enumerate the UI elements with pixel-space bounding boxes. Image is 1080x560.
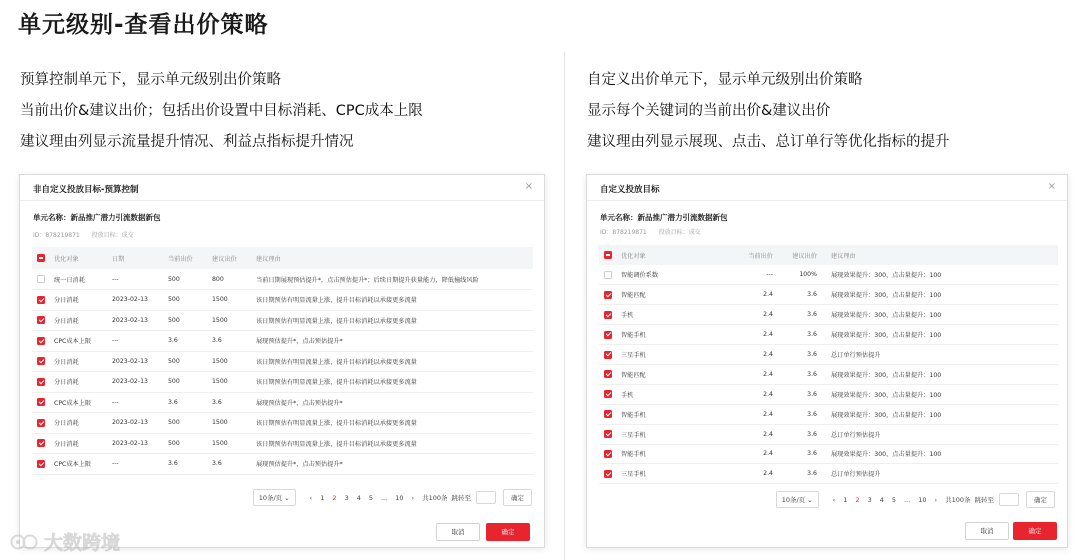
- total-count: 共100条: [422, 494, 448, 502]
- cell-suggested-bid: 3.6: [783, 384, 827, 404]
- page-number[interactable]: 3: [344, 493, 349, 502]
- cell-date: ---: [108, 269, 164, 290]
- cell-target: 统一日消耗: [50, 269, 108, 290]
- table-row: [599, 345, 1058, 365]
- cell-target: CPC成本上限: [50, 392, 108, 413]
- cell-current-bid: 500: [164, 433, 208, 454]
- page-number[interactable]: 5: [891, 495, 896, 504]
- cell-reason: 展现效果提升：300，点击量提升：100: [827, 364, 1058, 384]
- cell-current-bid: 500: [164, 413, 208, 434]
- checked-icon: [37, 378, 45, 386]
- row-checkbox[interactable]: [32, 433, 50, 454]
- cell-current-bid: 2.4: [739, 384, 783, 404]
- watermark-text: 大数跨境: [44, 532, 121, 554]
- cell-current-bid: 3.6: [164, 454, 208, 475]
- cell-suggested-bid: 3.6: [783, 424, 827, 444]
- right-desc-line: 自定义出价单元下，显示单元级别出价策略: [587, 72, 863, 88]
- row-checkbox[interactable]: [599, 265, 617, 285]
- right-description: [587, 65, 950, 158]
- cell-current-bid: 2.4: [739, 424, 783, 444]
- cell-reason: 展现预估提升*，点击预估提升*: [252, 454, 533, 475]
- close-icon[interactable]: ×: [524, 181, 533, 192]
- partial-check-icon: [604, 251, 612, 259]
- dialog-title: 非自定义投放目标-预算控制: [33, 185, 139, 195]
- cell-date: ---: [108, 454, 164, 475]
- cell-reason: 总订单行预估提升: [827, 464, 1058, 484]
- table-row: [599, 404, 1058, 424]
- cell-suggested-bid: 100%: [783, 265, 827, 285]
- table-row: [599, 384, 1058, 404]
- custom-target-dialog: [586, 174, 1068, 548]
- cell-suggested-bid: 1500: [208, 310, 252, 331]
- cancel-button[interactable]: 取消: [965, 522, 1009, 540]
- cell-target: 三星手机: [617, 464, 739, 484]
- unit-name: 单元名称：新品推广潜力引流数据新包: [600, 213, 728, 222]
- cell-reason: 该日期预估有明显流量上涨，提升目标消耗以承接更多流量: [252, 290, 533, 311]
- cell-suggested-bid: 3.6: [783, 444, 827, 464]
- cell-target: 分日消耗: [50, 413, 108, 434]
- checked-icon: [604, 370, 612, 378]
- cell-target: 分日消耗: [50, 310, 108, 331]
- row-checkbox[interactable]: [599, 444, 617, 464]
- column-header: 建议理由: [252, 247, 533, 269]
- cell-reason: 展现效果提升：300，点击量提升：100: [827, 325, 1058, 345]
- unit-id: ID：878219871: [33, 232, 80, 239]
- cell-reason: 该日期预估有明显流量上涨，提升目标消耗以承接更多流量: [252, 351, 533, 372]
- page-title: 单元级别-查看出价策略: [18, 12, 269, 38]
- row-checkbox[interactable]: [599, 285, 617, 305]
- table-row: [599, 325, 1058, 345]
- cell-target: 分日消耗: [50, 290, 108, 311]
- cell-reason: 展现预估提升*，点击预估提升*: [252, 392, 533, 413]
- select-all-checkbox[interactable]: [32, 247, 50, 269]
- confirm-button[interactable]: 确定: [1013, 522, 1057, 540]
- left-description: [20, 65, 423, 158]
- cell-target: 智能手机: [617, 444, 739, 464]
- cell-current-bid: 500: [164, 372, 208, 393]
- unit-name: 单元名称：新品推广潜力引流数据新包: [33, 213, 161, 222]
- cell-current-bid: ---: [739, 265, 783, 285]
- cell-reason: 展现效果提升：300，点击量提升：100: [827, 265, 1058, 285]
- cell-target: 手机: [617, 384, 739, 404]
- cell-current-bid: 500: [164, 351, 208, 372]
- keyword-suggestion-table: [599, 245, 1058, 484]
- row-checkbox[interactable]: [32, 413, 50, 434]
- cell-suggested-bid: 1500: [208, 413, 252, 434]
- row-checkbox[interactable]: [599, 424, 617, 444]
- cell-date: 2023-02-13: [108, 290, 164, 311]
- table-row: [599, 265, 1058, 285]
- jump-page-input[interactable]: [999, 493, 1019, 506]
- jump-label: 跳转至: [974, 496, 994, 504]
- cell-suggested-bid: 800: [208, 269, 252, 290]
- column-header: 优化对象: [617, 245, 739, 265]
- cell-suggested-bid: 3.6: [783, 305, 827, 325]
- cell-current-bid: 2.4: [739, 464, 783, 484]
- jump-confirm-button[interactable]: 确定: [1026, 491, 1055, 508]
- checked-icon: [37, 398, 45, 406]
- unit-goal: 投放目标：成交: [658, 229, 701, 236]
- cell-target: 智能手机: [617, 325, 739, 345]
- dialog-header: [587, 175, 1067, 201]
- cell-reason: 展现效果提升：300，点击量提升：100: [827, 404, 1058, 424]
- row-checkbox[interactable]: [32, 310, 50, 331]
- cell-suggested-bid: 1500: [208, 290, 252, 311]
- cell-suggested-bid: 3.6: [783, 345, 827, 365]
- pagination: [776, 491, 1055, 508]
- brand-logo-icon: [10, 531, 40, 553]
- prev-page-button[interactable]: ‹: [309, 493, 313, 502]
- jump-label: 跳转至: [451, 494, 471, 502]
- page-number[interactable]: 2: [855, 495, 860, 504]
- cell-current-bid: 3.6: [164, 331, 208, 352]
- cell-suggested-bid: 1500: [208, 433, 252, 454]
- cell-current-bid: 2.4: [739, 444, 783, 464]
- page-number[interactable]: 10: [918, 495, 927, 504]
- row-checkbox[interactable]: [32, 269, 50, 290]
- checked-icon: [604, 291, 612, 299]
- checked-icon: [37, 337, 45, 345]
- table-row: [32, 351, 533, 372]
- cell-suggested-bid: 3.6: [783, 404, 827, 424]
- left-desc-line: 建议理由列显示流量提升情况、利益点指标提升情况: [20, 134, 354, 150]
- page-number[interactable]: 10: [395, 493, 404, 502]
- cell-date: 2023-02-13: [108, 413, 164, 434]
- checked-icon: [604, 470, 612, 478]
- row-checkbox[interactable]: [599, 325, 617, 345]
- table-row: [32, 331, 533, 352]
- prev-page-button[interactable]: ‹: [832, 495, 836, 504]
- page-number[interactable]: 4: [879, 495, 884, 504]
- page-size-select[interactable]: 10条/页 ⌄: [253, 489, 296, 506]
- right-desc-line: 建议理由列显示展现、点击、总订单行等优化指标的提升: [587, 134, 950, 150]
- cell-current-bid: 2.4: [739, 345, 783, 365]
- cell-reason: 总订单行预估提升: [827, 424, 1058, 444]
- cell-target: 三星手机: [617, 345, 739, 365]
- cell-reason: 展现效果提升：300，点击量提升：100: [827, 384, 1058, 404]
- table-row: [32, 310, 533, 331]
- cell-date: 2023-02-13: [108, 433, 164, 454]
- table-row: [32, 433, 533, 454]
- cell-target: 三星手机: [617, 424, 739, 444]
- table-header-row: [32, 247, 533, 269]
- cell-target: CPC成本上限: [50, 331, 108, 352]
- page-ellipsis: ...: [903, 495, 911, 504]
- page-number[interactable]: 1: [320, 493, 325, 502]
- page-number[interactable]: 4: [356, 493, 361, 502]
- cell-target: 分日消耗: [50, 351, 108, 372]
- table-row: [599, 285, 1058, 305]
- select-all-checkbox[interactable]: [599, 245, 617, 265]
- cell-current-bid: 2.4: [739, 285, 783, 305]
- checked-icon: [604, 390, 612, 398]
- cell-suggested-bid: 1500: [208, 351, 252, 372]
- checked-icon: [37, 296, 45, 304]
- unit-id: ID：878219871: [600, 229, 647, 236]
- cell-current-bid: 2.4: [739, 404, 783, 424]
- checked-icon: [37, 357, 45, 365]
- cell-current-bid: 500: [164, 269, 208, 290]
- page-number[interactable]: 2: [332, 493, 337, 502]
- column-header: 日期: [108, 247, 164, 269]
- checked-icon: [37, 419, 45, 427]
- row-checkbox[interactable]: [32, 290, 50, 311]
- cell-target: 智能调价系数: [617, 265, 739, 285]
- checked-icon: [604, 331, 612, 339]
- table-row: [599, 305, 1058, 325]
- cell-date: 2023-02-13: [108, 372, 164, 393]
- cell-target: 分日消耗: [50, 372, 108, 393]
- close-icon[interactable]: ×: [1047, 181, 1056, 192]
- table-row: [32, 413, 533, 434]
- cell-date: 2023-02-13: [108, 310, 164, 331]
- jump-page-input[interactable]: [476, 491, 496, 504]
- cell-current-bid: 2.4: [739, 325, 783, 345]
- checked-icon: [37, 439, 45, 447]
- column-header: 建议出价: [208, 247, 252, 269]
- column-divider: [564, 52, 565, 560]
- table-row: [32, 372, 533, 393]
- unchecked-icon: [37, 275, 45, 283]
- row-checkbox[interactable]: [599, 464, 617, 484]
- dialog-header: [20, 175, 544, 201]
- cell-target: CPC成本上限: [50, 454, 108, 475]
- row-checkbox[interactable]: [599, 305, 617, 325]
- cell-suggested-bid: 3.6: [208, 392, 252, 413]
- next-page-button[interactable]: ›: [411, 493, 415, 502]
- cell-suggested-bid: 3.6: [208, 331, 252, 352]
- left-desc-line: 当前出价&建议出价；包括出价设置中目标消耗、CPC成本上限: [20, 103, 423, 119]
- cell-suggested-bid: 3.6: [783, 325, 827, 345]
- cell-reason: 该日期预估有明显流量上涨，提升目标消耗以承接更多流量: [252, 372, 533, 393]
- checked-icon: [37, 460, 45, 468]
- table-row: [32, 290, 533, 311]
- checked-icon: [604, 450, 612, 458]
- unit-meta: [33, 230, 144, 239]
- cell-reason: 展现效果提升：300，点击量提升：100: [827, 285, 1058, 305]
- next-page-button[interactable]: ›: [934, 495, 938, 504]
- cell-reason: 该日期预估有明显流量上涨，提升目标消耗以承接更多流量: [252, 413, 533, 434]
- row-checkbox[interactable]: [599, 384, 617, 404]
- pagination: [253, 489, 532, 506]
- cell-reason: 该日期预估有明显流量上涨，提升目标消耗以承接更多流量: [252, 310, 533, 331]
- row-checkbox[interactable]: [599, 364, 617, 384]
- row-checkbox[interactable]: [32, 351, 50, 372]
- budget-control-dialog: [19, 174, 545, 548]
- row-checkbox[interactable]: [32, 392, 50, 413]
- cell-reason: 当前日期展现预估提升*，点击预估提升*；后续日期提升获量能力，降低撞线风险: [252, 269, 533, 290]
- cell-suggested-bid: 3.6: [208, 454, 252, 475]
- page-number[interactable]: 5: [368, 493, 373, 502]
- cancel-button[interactable]: 取消: [436, 523, 480, 541]
- table-header-row: [599, 245, 1058, 265]
- dialog-title: 自定义投放目标: [600, 185, 660, 195]
- cell-suggested-bid: 3.6: [783, 364, 827, 384]
- cell-target: 智能匹配: [617, 364, 739, 384]
- table-row: [599, 464, 1058, 484]
- cell-suggested-bid: 1500: [208, 372, 252, 393]
- cell-date: ---: [108, 392, 164, 413]
- cell-reason: 总订单行预估提升: [827, 345, 1058, 365]
- cell-current-bid: 2.4: [739, 305, 783, 325]
- unchecked-icon: [604, 271, 612, 279]
- checked-icon: [604, 351, 612, 359]
- right-desc-line: 显示每个关键词的当前出价&建议出价: [587, 103, 831, 119]
- checked-icon: [604, 410, 612, 418]
- confirm-button[interactable]: 确定: [486, 523, 530, 541]
- table-row: [32, 392, 533, 413]
- row-checkbox[interactable]: [599, 404, 617, 424]
- page-ellipsis: ...: [380, 493, 388, 502]
- table-row: [599, 424, 1058, 444]
- total-count: 共100条: [945, 496, 971, 504]
- cell-current-bid: 3.6: [164, 392, 208, 413]
- checked-icon: [604, 430, 612, 438]
- cell-reason: 展现预估提升*，点击预估提升*: [252, 331, 533, 352]
- cell-date: ---: [108, 331, 164, 352]
- row-checkbox[interactable]: [32, 372, 50, 393]
- row-checkbox[interactable]: [32, 454, 50, 475]
- cell-reason: 展现效果提升：300，点击量提升：100: [827, 444, 1058, 464]
- table-row: [32, 454, 533, 475]
- watermark: [10, 528, 120, 555]
- cell-reason: 展现效果提升：300，点击量提升：100: [827, 305, 1058, 325]
- cell-target: 分日消耗: [50, 433, 108, 454]
- cell-target: 智能手机: [617, 404, 739, 424]
- cell-current-bid: 500: [164, 290, 208, 311]
- cell-current-bid: 2.4: [739, 364, 783, 384]
- cell-target: 手机: [617, 305, 739, 325]
- unit-meta: [600, 227, 711, 236]
- cell-suggested-bid: 3.6: [783, 464, 827, 484]
- checked-icon: [604, 311, 612, 319]
- left-desc-line: 预算控制单元下，显示单元级别出价策略: [20, 72, 281, 88]
- page-number[interactable]: 3: [867, 495, 872, 504]
- table-row: [599, 444, 1058, 464]
- table-row: [599, 364, 1058, 384]
- page-number[interactable]: 1: [843, 495, 848, 504]
- cell-current-bid: 500: [164, 310, 208, 331]
- table-row: [32, 269, 533, 290]
- column-header: 当前出价: [739, 245, 783, 265]
- checked-icon: [37, 316, 45, 324]
- cell-suggested-bid: 3.6: [783, 285, 827, 305]
- column-header: 建议出价: [783, 245, 827, 265]
- row-checkbox[interactable]: [32, 331, 50, 352]
- partial-check-icon: [37, 254, 45, 262]
- column-header: 当前出价: [164, 247, 208, 269]
- jump-confirm-button[interactable]: 确定: [503, 489, 532, 506]
- row-checkbox[interactable]: [599, 345, 617, 365]
- cell-reason: 该日期预估有明显流量上涨，提升目标消耗以承接更多流量: [252, 433, 533, 454]
- cell-date: 2023-02-13: [108, 351, 164, 372]
- page-size-select[interactable]: 10条/页 ⌄: [776, 491, 819, 508]
- column-header: 建议理由: [827, 245, 1058, 265]
- unit-goal: 投放目标：成交: [91, 232, 134, 239]
- column-header: 优化对象: [50, 247, 108, 269]
- cell-target: 智能匹配: [617, 285, 739, 305]
- suggestion-table: [32, 247, 533, 475]
